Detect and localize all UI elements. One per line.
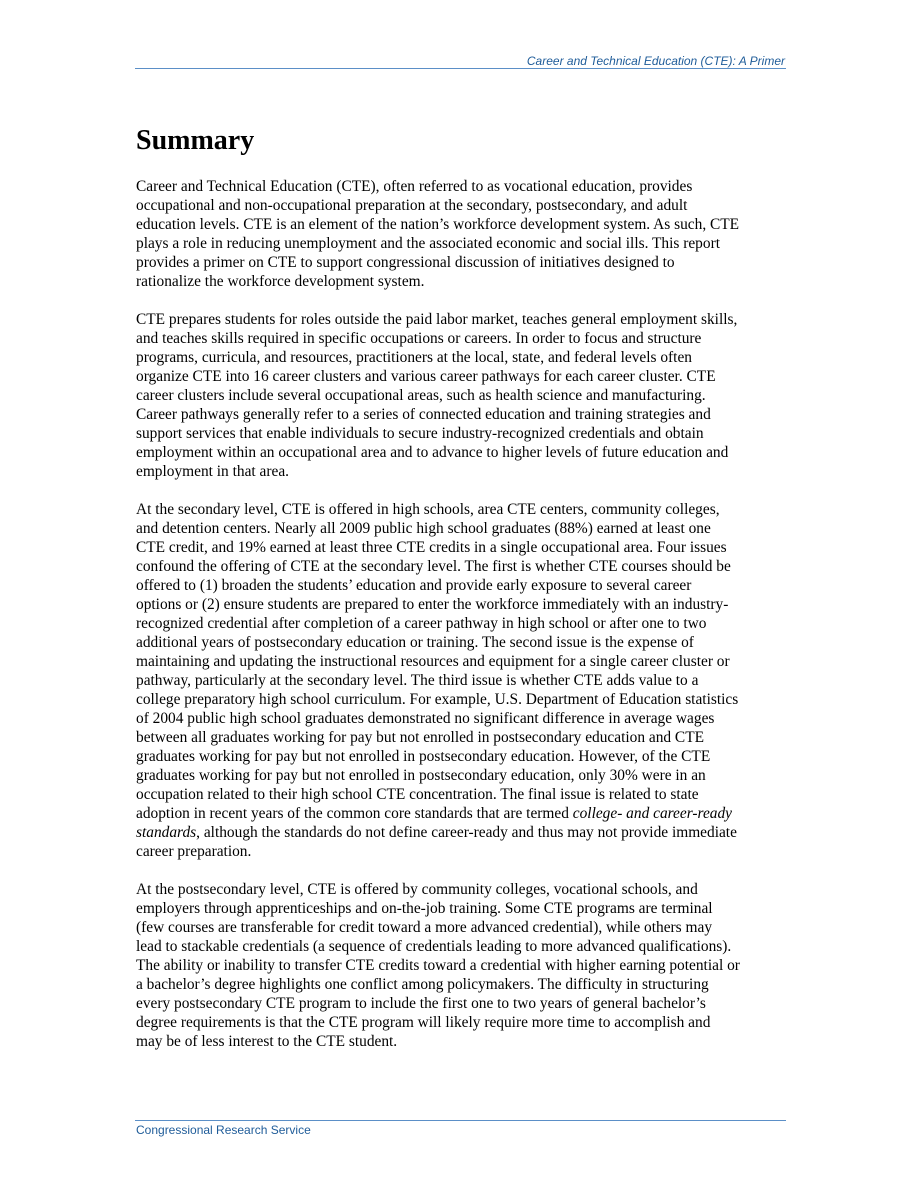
italic-term: college- and career-ready (572, 805, 732, 822)
text-line: college preparatory high school curriculum. For example, U.S. Department of Education statistics (136, 691, 739, 708)
text-line: graduates working for pay but not enrolled in postsecondary education, only 30% were in an (136, 767, 706, 784)
text-line: The ability or inability to transfer CTE credits toward a credential with higher earning potential or (136, 957, 740, 974)
summary-body (136, 177, 788, 1070)
text-line: programs, curricula, and resources, practitioners at the local, state, and federal levels often (136, 349, 692, 366)
footer-divider (135, 1120, 786, 1121)
text-line: career clusters include several occupational areas, such as health science and manufacturing. (136, 387, 706, 404)
text-run: , although the standards do not define career-ready and thus may not provide immediate (196, 824, 737, 841)
text-line: every postsecondary CTE program to include the first one to two years of general bachelor’s (136, 995, 706, 1012)
text-line: support services that enable individuals to secure industry-recognized credentials and obtain (136, 425, 704, 442)
text-line: additional years of postsecondary education or training. The second issue is the expense of (136, 634, 694, 651)
text-line: and teaches skills required in specific occupations or careers. In order to focus and structure (136, 330, 702, 347)
text-line: graduates working for pay but not enrolled in postsecondary education. However, of the CTE (136, 748, 711, 765)
page-title: Summary (136, 125, 255, 156)
text-line: of 2004 public high school graduates demonstrated no significant difference in average wages (136, 710, 715, 727)
text-line: rationalize the workforce development system. (136, 273, 425, 290)
text-line: and detention centers. Nearly all 2009 public high school graduates (88%) earned at least one (136, 520, 711, 537)
text-line: maintaining and updating the instructional resources and equipment for a single career cluster or (136, 653, 730, 670)
text-line: options or (2) ensure students are prepared to enter the workforce immediately with an industry- (136, 596, 729, 613)
text-line: Career pathways generally refer to a series of connected education and training strategies and (136, 406, 711, 423)
text-line: plays a role in reducing unemployment and the associated economic and social ills. This report (136, 235, 720, 252)
paragraph-intro (136, 177, 788, 291)
text-line: CTE credit, and 19% earned at least three CTE credits in a single occupational area. Four issues (136, 539, 727, 556)
italic-term: standards (136, 824, 197, 841)
text-line (136, 823, 788, 842)
text-line (136, 804, 788, 823)
text-line: CTE prepares students for roles outside the paid labor market, teaches general employment skills, (136, 311, 738, 328)
text-line: occupational and non-occupational preparation at the secondary, postsecondary, and adult (136, 197, 688, 214)
paragraph-career-clusters (136, 310, 788, 481)
text-line: At the postsecondary level, CTE is offered by community colleges, vocational schools, and (136, 881, 698, 898)
paragraph-secondary-level (136, 500, 788, 861)
text-line: employment within an occupational area and to advance to higher levels of future education and (136, 444, 729, 461)
text-line: confound the offering of CTE at the secondary level. The first is whether CTE courses should be (136, 558, 731, 575)
text-line: organize CTE into 16 career clusters and various career pathways for each career cluster. CTE (136, 368, 716, 385)
running-header: Career and Technical Education (CTE): A Primer (526, 54, 785, 68)
text-line: lead to stackable credentials (a sequence of credentials leading to more advanced qualifications). (136, 938, 732, 955)
text-line: employers through apprenticeships and on-the-job training. Some CTE programs are terminal (136, 900, 713, 917)
header-divider (135, 68, 786, 69)
paragraph-postsecondary-level (136, 880, 788, 1051)
text-line: (few courses are transferable for credit toward a more advanced credential), while others may (136, 919, 713, 936)
text-run: adoption in recent years of the common core standards that are termed (136, 805, 573, 822)
footer-organization: Congressional Research Service (136, 1123, 311, 1137)
text-line: a bachelor’s degree highlights one conflict among policymakers. The difficulty in structuring (136, 976, 709, 993)
text-line: pathway, particularly at the secondary level. The third issue is whether CTE adds value to a (136, 672, 699, 689)
text-line: education levels. CTE is an element of the nation’s workforce development system. As such, CTE (136, 216, 740, 233)
text-line: offered to (1) broaden the students’ education and provide early exposure to several career (136, 577, 692, 594)
text-line: recognized credential after completion of a career pathway in high school or after one to two (136, 615, 707, 632)
text-line: may be of less interest to the CTE student. (136, 1033, 398, 1050)
text-line: career preparation. (136, 843, 252, 860)
text-line: employment in that area. (136, 463, 289, 480)
text-line: between all graduates working for pay but not enrolled in postsecondary education and CTE (136, 729, 705, 746)
text-line: At the secondary level, CTE is offered in high schools, area CTE centers, community colleges, (136, 501, 720, 518)
text-line: occupation related to their high school CTE concentration. The final issue is related to state (136, 786, 699, 803)
text-line: degree requirements is that the CTE program will likely require more time to accomplish and (136, 1014, 711, 1031)
text-line: provides a primer on CTE to support congressional discussion of initiatives designed to (136, 254, 675, 271)
text-line: Career and Technical Education (CTE), often referred to as vocational education, provides (136, 178, 693, 195)
